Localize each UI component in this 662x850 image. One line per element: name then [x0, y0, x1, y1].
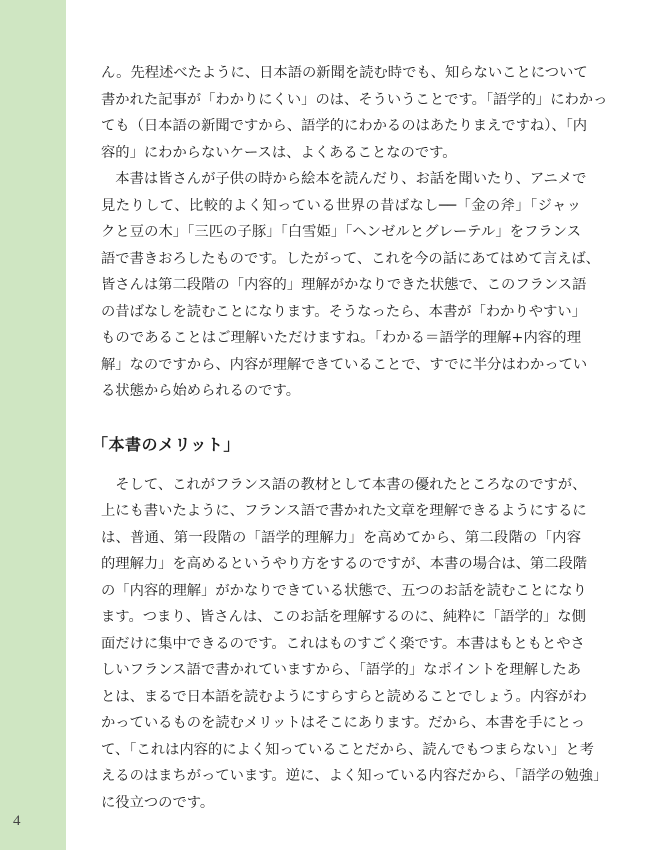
text-line: そして、これがフランス語の教材として本書の優れたところなのですが、 [101, 476, 587, 493]
text-line: 面だけに集中できるのです。これはものすごく楽です。本書はもともとやさ [101, 635, 585, 652]
paragraph-2 [101, 166, 600, 405]
text-line: る状態から始められるのです。 [101, 383, 301, 399]
text-line: に役立つのです。 [101, 794, 215, 811]
text-line: 皆さんは第二段階の「内容的」理解がかなりできた状態で、このフランス語 [101, 277, 587, 293]
text-line: ものであることはご理解いただけますね。「わかる＝語学的理解+内容的理 [101, 330, 581, 346]
text-line: 的理解力」を高めるというやり方をするのですが、本書の場合は、第二段階 [101, 556, 588, 572]
text-line: クと豆の木」「三匹の子豚」「白雪姫」「ヘンゼルとグレーテル」をフランス [101, 224, 581, 240]
text-line: は、普通、第一段階の「語学的理解力」を高めてから、第二段階の「内容 [101, 529, 581, 546]
side-margin-band [0, 0, 66, 850]
text-line: 書かれた記事が「わかりにくい」のは、そういうことです。「語学的」にわかっ [101, 91, 608, 108]
text-line: 解」なのですから、内容が理解できていることで、すでに半分はわかってい [101, 356, 588, 373]
page-body [92, 60, 608, 816]
text-line: とは、まるで日本語を読むようにすらすらと読めることでしょう。内容がわ [101, 688, 587, 705]
text-line: の「内容的理解」がかなりできている状態で、五つのお話を読むことになり [101, 582, 587, 599]
text-line: かっているものを読むメリットはそこにあります。だから、本書を手にとっ [101, 715, 586, 731]
text-line: 本書は皆さんが子供の時から絵本を読んだり、お話を聞いたり、アニメで [101, 171, 587, 187]
text-line: ん。先程述べたように、日本語の新聞を読む時でも、知らないことについて [101, 65, 588, 81]
paragraph-1 [101, 60, 608, 166]
page-number: 4 [13, 813, 21, 829]
text-line: て、「これは内容的によく知っていることだから、読んでもつまらない」と考 [101, 741, 594, 758]
paragraph-3 [101, 472, 608, 817]
text-line: 見たりして、比較的よく知っている世界の昔ばなし──「金の斧」「ジャッ [101, 197, 581, 214]
text-line: 容的」にわからないケースは、よくあることなのです。 [101, 144, 457, 161]
text-line: しいフランス語で書かれていますから、「語学的」なポイントを理解したあ [101, 662, 581, 678]
section-heading: 「本書のメリット」 [92, 434, 240, 454]
text-line: ても（日本語の新聞ですから、語学的にわかるのはあたりまえですね）、「内 [101, 118, 588, 134]
text-line: 語で書きおろしたものです。したがって、これを今の話にあてはめて言えば、 [101, 250, 600, 267]
text-line: 上にも書いたように、フランス語で書かれた文章を理解できるようにするに [101, 503, 587, 519]
text-line: えるのはまちがっています。逆に、よく知っている内容だから、「語学の勉強」 [101, 768, 608, 784]
text-line: ます。つまり、皆さんは、このお話を理解するのに、純粋に「語学的」な側 [101, 609, 586, 625]
text-line: の昔ばなしを読むことになります。そうなったら、本書が「わかりやすい」 [101, 303, 586, 320]
